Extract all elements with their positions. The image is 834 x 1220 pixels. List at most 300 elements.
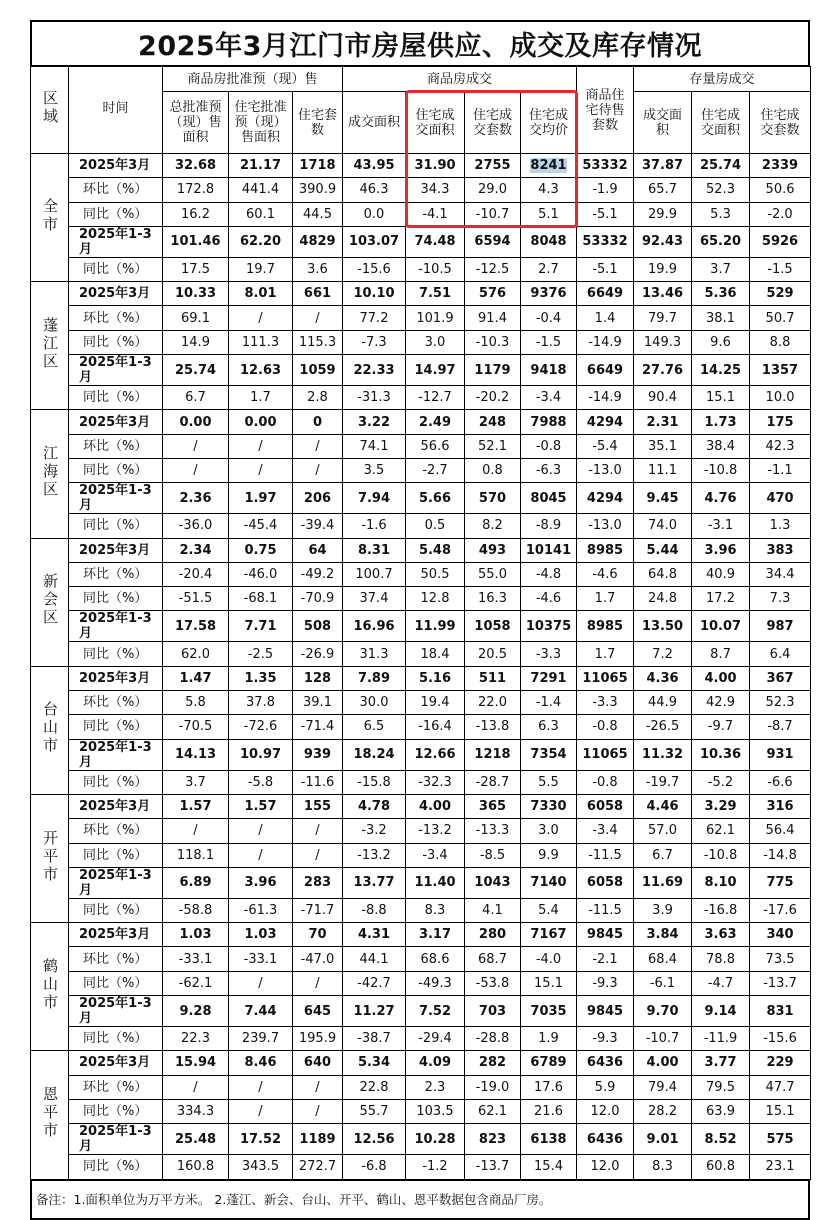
value-cell[interactable]: 493 [465, 538, 521, 562]
value-cell[interactable]: 3.96 [692, 538, 750, 562]
value-cell[interactable]: 3.96 [229, 867, 293, 898]
value-cell[interactable]: -13.7 [750, 971, 811, 995]
value-cell[interactable]: 3.7 [163, 770, 229, 794]
value-cell[interactable]: / [229, 458, 293, 482]
value-cell[interactable]: 22.3 [163, 1027, 229, 1051]
value-cell[interactable]: 115.3 [293, 330, 343, 354]
value-cell[interactable]: 6.3 [521, 715, 577, 739]
value-cell[interactable]: 15.94 [163, 1051, 229, 1075]
value-cell[interactable]: 6138 [521, 1124, 577, 1155]
value-cell[interactable]: -4.6 [577, 562, 634, 586]
value-cell[interactable]: 0.75 [229, 538, 293, 562]
value-cell[interactable]: 17.52 [229, 1124, 293, 1155]
value-cell[interactable]: 101.46 [163, 226, 229, 257]
value-cell[interactable]: 6789 [521, 1051, 577, 1075]
value-cell[interactable]: 70 [293, 923, 343, 947]
value-cell[interactable]: 10.0 [750, 386, 811, 410]
value-cell[interactable]: 18.4 [406, 642, 465, 666]
value-cell[interactable]: -71.7 [293, 898, 343, 922]
value-cell[interactable]: 508 [293, 611, 343, 642]
value-cell[interactable]: 2.36 [163, 483, 229, 514]
value-cell[interactable]: 3.22 [343, 410, 406, 434]
value-cell[interactable]: 4.00 [634, 1051, 692, 1075]
value-cell[interactable]: -11.9 [692, 1027, 750, 1051]
value-cell[interactable]: 8.52 [692, 1124, 750, 1155]
value-cell[interactable]: 12.8 [406, 587, 465, 611]
value-cell[interactable]: 3.0 [521, 819, 577, 843]
value-cell[interactable]: 11065 [577, 739, 634, 770]
value-cell[interactable]: -12.5 [465, 257, 521, 281]
value-cell[interactable]: 0.00 [229, 410, 293, 434]
value-cell[interactable]: 8985 [577, 611, 634, 642]
value-cell[interactable]: 47.7 [750, 1075, 811, 1099]
value-cell[interactable]: 62.1 [465, 1099, 521, 1123]
value-cell[interactable]: -6.1 [634, 971, 692, 995]
value-cell[interactable]: 9.70 [634, 996, 692, 1027]
value-cell[interactable]: 79.4 [634, 1075, 692, 1099]
value-cell[interactable]: -5.1 [577, 202, 634, 226]
value-cell[interactable]: -5.1 [577, 257, 634, 281]
value-cell[interactable]: 1.57 [163, 794, 229, 818]
value-cell[interactable]: 90.4 [634, 386, 692, 410]
value-cell[interactable]: 5.3 [692, 202, 750, 226]
value-cell[interactable]: 7035 [521, 996, 577, 1027]
value-cell[interactable]: -10.5 [406, 257, 465, 281]
value-cell[interactable]: -10.7 [634, 1027, 692, 1051]
value-cell[interactable]: 22.0 [465, 691, 521, 715]
value-cell[interactable]: 3.29 [692, 794, 750, 818]
value-cell[interactable]: -31.3 [343, 386, 406, 410]
value-cell[interactable]: 11.40 [406, 867, 465, 898]
value-cell[interactable]: 25.74 [692, 154, 750, 178]
value-cell[interactable]: -10.8 [692, 843, 750, 867]
value-cell[interactable]: -1.5 [750, 257, 811, 281]
value-cell[interactable]: 5.1 [521, 202, 577, 226]
value-cell[interactable]: 62.1 [692, 819, 750, 843]
value-cell[interactable]: 2339 [750, 154, 811, 178]
value-cell[interactable]: 7.51 [406, 282, 465, 306]
value-cell[interactable]: / [229, 1099, 293, 1123]
value-cell[interactable]: -10.8 [692, 458, 750, 482]
value-cell[interactable]: -1.2 [406, 1155, 465, 1179]
value-cell[interactable]: 37.87 [634, 154, 692, 178]
value-cell[interactable]: 7.2 [634, 642, 692, 666]
value-cell[interactable]: 12.63 [229, 355, 293, 386]
value-cell[interactable]: 2.34 [163, 538, 229, 562]
value-cell[interactable]: -13.0 [577, 458, 634, 482]
value-cell[interactable]: 14.13 [163, 739, 229, 770]
value-cell[interactable]: 100.7 [343, 562, 406, 586]
value-cell[interactable]: / [293, 971, 343, 995]
value-cell[interactable]: 16.2 [163, 202, 229, 226]
value-cell[interactable]: 4829 [293, 226, 343, 257]
value-cell[interactable]: -28.7 [465, 770, 521, 794]
value-cell[interactable]: / [163, 434, 229, 458]
value-cell[interactable]: 65.7 [634, 178, 692, 202]
value-cell[interactable]: -4.0 [521, 947, 577, 971]
value-cell[interactable]: 9.28 [163, 996, 229, 1027]
value-cell[interactable]: 7.89 [343, 666, 406, 690]
value-cell[interactable]: 3.7 [692, 257, 750, 281]
value-cell[interactable]: 19.9 [634, 257, 692, 281]
value-cell[interactable]: 1.4 [577, 306, 634, 330]
value-cell[interactable]: 103.07 [343, 226, 406, 257]
value-cell[interactable]: 1.73 [692, 410, 750, 434]
value-cell[interactable]: 27.76 [634, 355, 692, 386]
value-cell[interactable]: 91.4 [465, 306, 521, 330]
value-cell[interactable]: 6.5 [343, 715, 406, 739]
value-cell[interactable]: 64 [293, 538, 343, 562]
value-cell[interactable]: 60.1 [229, 202, 293, 226]
value-cell[interactable]: 1.03 [229, 923, 293, 947]
value-cell[interactable]: 6436 [577, 1124, 634, 1155]
value-cell[interactable]: 62.0 [163, 642, 229, 666]
value-cell[interactable]: 28.2 [634, 1099, 692, 1123]
value-cell[interactable]: 383 [750, 538, 811, 562]
value-cell[interactable]: 62.20 [229, 226, 293, 257]
value-cell[interactable]: 470 [750, 483, 811, 514]
value-cell[interactable]: 103.5 [406, 1099, 465, 1123]
value-cell[interactable]: -2.5 [229, 642, 293, 666]
value-cell[interactable]: -8.5 [465, 843, 521, 867]
value-cell[interactable]: 69.1 [163, 306, 229, 330]
value-cell[interactable]: 334.3 [163, 1099, 229, 1123]
value-cell[interactable]: 46.3 [343, 178, 406, 202]
value-cell[interactable]: -32.3 [406, 770, 465, 794]
value-cell[interactable]: 1059 [293, 355, 343, 386]
value-cell[interactable]: 8.3 [634, 1155, 692, 1179]
value-cell[interactable]: -9.3 [577, 1027, 634, 1051]
value-cell[interactable]: -49.3 [406, 971, 465, 995]
value-cell[interactable]: 3.84 [634, 923, 692, 947]
value-cell[interactable]: / [293, 306, 343, 330]
value-cell[interactable]: 20.5 [465, 642, 521, 666]
value-cell[interactable]: 1.47 [163, 666, 229, 690]
value-cell[interactable]: 3.63 [692, 923, 750, 947]
value-cell[interactable]: 14.9 [163, 330, 229, 354]
value-cell[interactable]: 441.4 [229, 178, 293, 202]
value-cell[interactable]: -1.4 [521, 691, 577, 715]
value-cell[interactable]: 68.4 [634, 947, 692, 971]
value-cell[interactable]: -47.0 [293, 947, 343, 971]
value-cell[interactable]: -14.9 [577, 330, 634, 354]
value-cell[interactable]: -6.6 [750, 770, 811, 794]
value-cell[interactable]: 92.43 [634, 226, 692, 257]
value-cell[interactable]: 17.5 [163, 257, 229, 281]
value-cell[interactable]: 775 [750, 867, 811, 898]
value-cell[interactable]: 13.50 [634, 611, 692, 642]
value-cell[interactable]: -13.7 [465, 1155, 521, 1179]
value-cell[interactable]: 8.8 [750, 330, 811, 354]
value-cell[interactable]: -17.6 [750, 898, 811, 922]
value-cell[interactable]: 3.6 [293, 257, 343, 281]
value-cell[interactable]: -45.4 [229, 514, 293, 538]
value-cell[interactable]: 74.48 [406, 226, 465, 257]
value-cell[interactable]: 53332 [577, 226, 634, 257]
value-cell[interactable]: 1.7 [229, 386, 293, 410]
value-cell[interactable]: 14.97 [406, 355, 465, 386]
value-cell[interactable]: 11.27 [343, 996, 406, 1027]
value-cell[interactable]: 79.7 [634, 306, 692, 330]
value-cell[interactable]: 390.9 [293, 178, 343, 202]
value-cell[interactable]: -10.3 [465, 330, 521, 354]
value-cell[interactable]: -5.2 [692, 770, 750, 794]
value-cell[interactable]: 37.8 [229, 691, 293, 715]
value-cell[interactable]: 5.4 [521, 898, 577, 922]
value-cell[interactable]: 316 [750, 794, 811, 818]
value-cell[interactable]: -33.1 [163, 947, 229, 971]
value-cell[interactable]: -4.6 [521, 587, 577, 611]
value-cell[interactable]: -13.0 [577, 514, 634, 538]
value-cell[interactable]: -68.1 [229, 587, 293, 611]
value-cell[interactable]: 8.01 [229, 282, 293, 306]
value-cell[interactable]: / [163, 458, 229, 482]
value-cell[interactable]: 248 [465, 410, 521, 434]
value-cell[interactable]: 1218 [465, 739, 521, 770]
value-cell[interactable]: -4.8 [521, 562, 577, 586]
value-cell[interactable]: 12.66 [406, 739, 465, 770]
value-cell[interactable]: 30.0 [343, 691, 406, 715]
value-cell[interactable]: 4294 [577, 483, 634, 514]
value-cell[interactable]: 5.34 [343, 1051, 406, 1075]
value-cell[interactable]: 175 [750, 410, 811, 434]
value-cell[interactable]: 9.9 [521, 843, 577, 867]
value-cell[interactable]: 1.7 [577, 587, 634, 611]
value-cell[interactable]: 7291 [521, 666, 577, 690]
value-cell[interactable]: 74.0 [634, 514, 692, 538]
value-cell[interactable]: 10.28 [406, 1124, 465, 1155]
value-cell[interactable]: 195.9 [293, 1027, 343, 1051]
value-cell[interactable]: 1058 [465, 611, 521, 642]
value-cell[interactable]: -15.6 [343, 257, 406, 281]
value-cell[interactable]: 4294 [577, 410, 634, 434]
value-cell[interactable]: 63.9 [692, 1099, 750, 1123]
value-cell[interactable]: 1718 [293, 154, 343, 178]
value-cell[interactable]: / [163, 1075, 229, 1099]
value-cell[interactable]: -39.4 [293, 514, 343, 538]
value-cell[interactable]: 511 [465, 666, 521, 690]
value-cell[interactable]: 44.1 [343, 947, 406, 971]
value-cell[interactable]: 5.5 [521, 770, 577, 794]
value-cell[interactable]: -20.2 [465, 386, 521, 410]
value-cell[interactable]: 931 [750, 739, 811, 770]
value-cell[interactable]: 7330 [521, 794, 577, 818]
value-cell[interactable]: 7.71 [229, 611, 293, 642]
value-cell[interactable]: 52.3 [692, 178, 750, 202]
value-cell[interactable]: 5.66 [406, 483, 465, 514]
value-cell[interactable]: -11.6 [293, 770, 343, 794]
value-cell[interactable]: 9.14 [692, 996, 750, 1027]
value-cell[interactable]: 34.4 [750, 562, 811, 586]
value-cell[interactable]: -3.1 [692, 514, 750, 538]
value-cell[interactable]: -2.0 [750, 202, 811, 226]
value-cell[interactable]: 7.3 [750, 587, 811, 611]
value-cell[interactable]: -62.1 [163, 971, 229, 995]
value-cell[interactable]: -49.2 [293, 562, 343, 586]
value-cell[interactable]: 1.57 [229, 794, 293, 818]
value-cell[interactable]: / [293, 458, 343, 482]
value-cell[interactable]: 4.1 [465, 898, 521, 922]
value-cell[interactable]: 4.3 [521, 178, 577, 202]
value-cell[interactable]: 8985 [577, 538, 634, 562]
value-cell[interactable]: 6649 [577, 282, 634, 306]
value-cell[interactable]: -36.0 [163, 514, 229, 538]
value-cell[interactable]: 16.3 [465, 587, 521, 611]
value-cell[interactable]: 55.7 [343, 1099, 406, 1123]
value-cell[interactable]: 11.32 [634, 739, 692, 770]
value-cell[interactable]: -7.3 [343, 330, 406, 354]
value-cell[interactable]: -38.7 [343, 1027, 406, 1051]
value-cell[interactable]: 5926 [750, 226, 811, 257]
value-cell[interactable]: 1.7 [577, 642, 634, 666]
value-cell[interactable]: 56.6 [406, 434, 465, 458]
value-cell[interactable]: / [293, 1099, 343, 1123]
value-cell[interactable]: 15.1 [750, 1099, 811, 1123]
value-cell[interactable]: 8.31 [343, 538, 406, 562]
value-cell[interactable]: 6594 [465, 226, 521, 257]
value-cell[interactable]: 43.95 [343, 154, 406, 178]
value-cell[interactable]: 7988 [521, 410, 577, 434]
value-cell[interactable]: -11.5 [577, 898, 634, 922]
value-cell[interactable]: 529 [750, 282, 811, 306]
value-cell[interactable]: 29.9 [634, 202, 692, 226]
value-cell[interactable]: 3.9 [634, 898, 692, 922]
value-cell[interactable]: 7.52 [406, 996, 465, 1027]
value-cell[interactable]: 8.2 [465, 514, 521, 538]
value-cell[interactable]: 55.0 [465, 562, 521, 586]
value-cell[interactable]: / [229, 434, 293, 458]
value-cell[interactable]: 283 [293, 867, 343, 898]
value-cell[interactable]: 50.5 [406, 562, 465, 586]
value-cell[interactable]: -3.4 [406, 843, 465, 867]
value-cell[interactable]: -72.6 [229, 715, 293, 739]
value-cell[interactable]: 52.3 [750, 691, 811, 715]
value-cell[interactable]: 14.25 [692, 355, 750, 386]
value-cell[interactable]: -3.3 [521, 642, 577, 666]
value-cell[interactable]: 101.9 [406, 306, 465, 330]
value-cell[interactable]: -15.8 [343, 770, 406, 794]
value-cell[interactable]: -0.4 [521, 306, 577, 330]
value-cell[interactable]: 11.69 [634, 867, 692, 898]
value-cell[interactable]: 3.17 [406, 923, 465, 947]
value-cell[interactable]: 10.97 [229, 739, 293, 770]
value-cell[interactable]: 4.76 [692, 483, 750, 514]
value-cell[interactable]: 661 [293, 282, 343, 306]
value-cell[interactable]: 6649 [577, 355, 634, 386]
value-cell[interactable]: 823 [465, 1124, 521, 1155]
value-cell[interactable]: 2.8 [293, 386, 343, 410]
value-cell[interactable]: 42.9 [692, 691, 750, 715]
value-cell[interactable]: 128 [293, 666, 343, 690]
value-cell[interactable]: 6.7 [634, 843, 692, 867]
value-cell[interactable]: -8.7 [750, 715, 811, 739]
value-cell[interactable]: 9376 [521, 282, 577, 306]
value-cell[interactable]: -5.8 [229, 770, 293, 794]
value-cell[interactable]: -5.4 [577, 434, 634, 458]
value-cell[interactable]: 13.77 [343, 867, 406, 898]
value-cell[interactable]: -0.8 [577, 770, 634, 794]
value-cell[interactable]: -3.4 [521, 386, 577, 410]
value-cell[interactable]: -2.1 [577, 947, 634, 971]
value-cell[interactable]: 35.1 [634, 434, 692, 458]
value-cell[interactable]: 703 [465, 996, 521, 1027]
value-cell[interactable]: 17.58 [163, 611, 229, 642]
value-cell[interactable]: 111.3 [229, 330, 293, 354]
value-cell[interactable]: 57.0 [634, 819, 692, 843]
value-cell[interactable]: 10.10 [343, 282, 406, 306]
value-cell[interactable]: -3.4 [577, 819, 634, 843]
value-cell[interactable]: 8.10 [692, 867, 750, 898]
value-cell[interactable]: 77.2 [343, 306, 406, 330]
value-cell[interactable]: 4.00 [406, 794, 465, 818]
value-cell[interactable]: 160.8 [163, 1155, 229, 1179]
value-cell[interactable]: 18.24 [343, 739, 406, 770]
value-cell[interactable]: 60.8 [692, 1155, 750, 1179]
value-cell[interactable]: 172.8 [163, 178, 229, 202]
value-cell[interactable]: -53.8 [465, 971, 521, 995]
value-cell[interactable]: 4.00 [692, 666, 750, 690]
value-cell[interactable]: 3.5 [343, 458, 406, 482]
value-cell[interactable]: 576 [465, 282, 521, 306]
value-cell[interactable]: / [293, 1075, 343, 1099]
value-cell[interactable]: 118.1 [163, 843, 229, 867]
value-cell[interactable]: -6.8 [343, 1155, 406, 1179]
value-cell[interactable]: 65.20 [692, 226, 750, 257]
value-cell[interactable]: 34.3 [406, 178, 465, 202]
value-cell[interactable]: 8.3 [406, 898, 465, 922]
value-cell[interactable]: -61.3 [229, 898, 293, 922]
value-cell[interactable]: 17.2 [692, 587, 750, 611]
value-cell[interactable]: 15.1 [692, 386, 750, 410]
value-cell[interactable]: -19.7 [634, 770, 692, 794]
value-cell[interactable]: 9418 [521, 355, 577, 386]
value-cell[interactable]: 9.01 [634, 1124, 692, 1155]
value-cell[interactable]: 282 [465, 1051, 521, 1075]
value-cell[interactable]: 206 [293, 483, 343, 514]
value-cell[interactable]: 272.7 [293, 1155, 343, 1179]
value-cell[interactable]: 1.35 [229, 666, 293, 690]
value-cell[interactable]: -20.4 [163, 562, 229, 586]
value-cell[interactable]: 24.8 [634, 587, 692, 611]
value-cell[interactable]: 6.89 [163, 867, 229, 898]
value-cell[interactable]: 8.7 [692, 642, 750, 666]
value-cell[interactable]: 3.0 [406, 330, 465, 354]
value-cell[interactable]: 68.6 [406, 947, 465, 971]
value-cell[interactable]: 10.07 [692, 611, 750, 642]
value-cell[interactable]: / [229, 971, 293, 995]
value-cell[interactable]: 5.44 [634, 538, 692, 562]
value-cell[interactable]: 31.3 [343, 642, 406, 666]
value-cell[interactable]: -3.3 [577, 691, 634, 715]
value-cell[interactable]: 39.1 [293, 691, 343, 715]
value-cell[interactable]: 280 [465, 923, 521, 947]
value-cell[interactable]: -19.0 [465, 1075, 521, 1099]
value-cell[interactable]: 8048 [521, 226, 577, 257]
value-cell[interactable]: 645 [293, 996, 343, 1027]
value-cell[interactable]: 0.0 [343, 202, 406, 226]
value-cell[interactable]: 7354 [521, 739, 577, 770]
value-cell[interactable]: -12.7 [406, 386, 465, 410]
value-cell[interactable]: -51.5 [163, 587, 229, 611]
value-cell[interactable]: 1043 [465, 867, 521, 898]
value-cell[interactable]: 6058 [577, 867, 634, 898]
value-cell[interactable]: 13.46 [634, 282, 692, 306]
value-cell[interactable]: -13.2 [406, 819, 465, 843]
value-cell[interactable]: 11.99 [406, 611, 465, 642]
value-cell[interactable]: -0.8 [521, 434, 577, 458]
value-cell[interactable]: -13.3 [465, 819, 521, 843]
value-cell[interactable]: 68.7 [465, 947, 521, 971]
